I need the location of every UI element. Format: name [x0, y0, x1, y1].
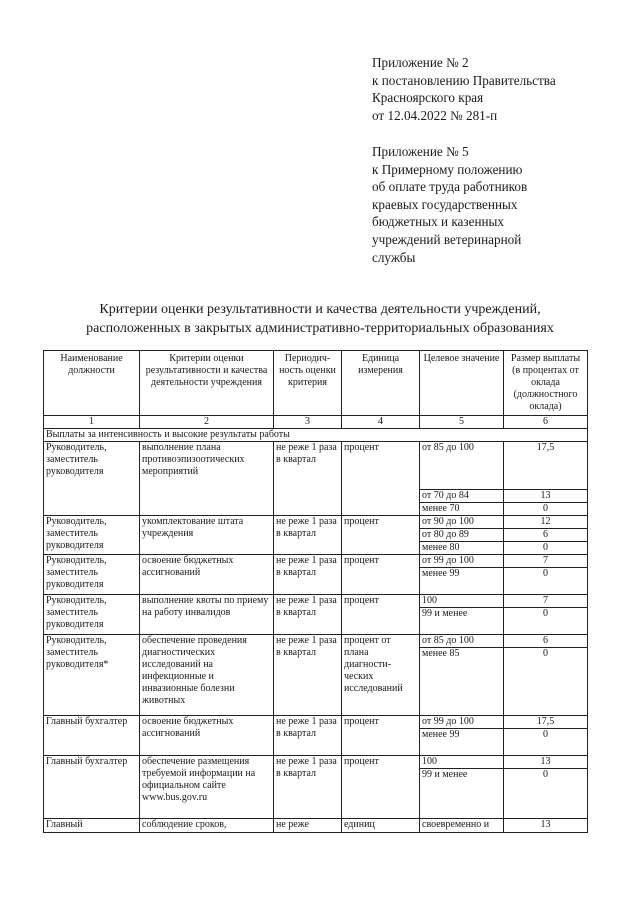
criterion-cell: обеспечение проведения диагностических исследований на инфекционные и инвазионные болезни животных: [140, 635, 274, 716]
target-value-cell: от 70 до 84: [420, 490, 504, 503]
unit-cell: процент: [342, 716, 420, 756]
unit-cell: процент: [342, 516, 420, 555]
appendix-line: Приложение № 2: [372, 55, 469, 70]
title-line: Критерии оценки результативности и качества деятельности учреждений,: [99, 302, 541, 317]
appendix-line: краевых государственных: [372, 196, 518, 212]
period-cell: не реже 1 раза в квартал: [274, 595, 342, 635]
criterion-cell: освоение бюджетных ассигнований: [140, 716, 274, 756]
table-row: [44, 442, 588, 490]
criterion-cell: обеспечение размещения требуемой информации на официальном сайте www.bus.gov.ru: [140, 756, 274, 819]
column-number-row: [44, 416, 588, 429]
payment-size-cell: 13: [504, 819, 588, 833]
period-cell: не реже 1 раза в квартал: [274, 756, 342, 819]
payment-size-cell: 0: [504, 648, 588, 716]
period-cell: не реже 1 раза в квартал: [274, 716, 342, 756]
appendix-line: бюджетных и казенных: [372, 214, 505, 230]
section-title: Выплаты за интенсивность и высокие результаты работы: [44, 429, 588, 442]
payment-size-cell: 0: [504, 542, 588, 555]
target-value-cell: от 85 до 100: [420, 635, 504, 648]
period-cell: не реже 1 раза в квартал: [274, 555, 342, 595]
criterion-cell: укомплектование штата учреждения: [140, 516, 274, 555]
period-cell: не реже 1 раза в квартал: [274, 635, 342, 716]
position-cell: Руководитель, заместитель руководителя: [44, 442, 140, 516]
unit-cell: процент: [342, 756, 420, 819]
payment-size-cell: 0: [504, 568, 588, 595]
column-number: 3: [274, 416, 342, 429]
position-cell: Руководитель, заместитель руководителя*: [44, 635, 140, 716]
header-cell: Единица измерения: [342, 351, 420, 416]
appendix-line: об оплате труда работников: [372, 179, 528, 195]
payment-size-cell: 13: [504, 756, 588, 769]
target-value-cell: 100: [420, 756, 504, 769]
unit-cell: процент: [342, 555, 420, 595]
position-cell: Главный бухгалтер: [44, 716, 140, 756]
target-value-cell: от 80 до 89: [420, 529, 504, 542]
appendix-line: Красноярского края: [372, 90, 484, 106]
target-value-cell: 99 и менее: [420, 769, 504, 819]
section-row: [44, 429, 588, 442]
criteria-table: [43, 350, 588, 833]
table-body: [44, 416, 588, 833]
table-row: [44, 516, 588, 529]
payment-size-cell: 6: [504, 635, 588, 648]
table-row: [44, 555, 588, 568]
appendix-line: учреждений ветеринарной: [372, 231, 522, 247]
criterion-cell: соблюдение сроков,: [140, 819, 274, 833]
appendix-line: Приложение № 5: [372, 144, 469, 159]
position-cell: Руководитель, заместитель руководителя: [44, 516, 140, 555]
appendix-2-block: [372, 54, 556, 124]
unit-cell: процент: [342, 595, 420, 635]
target-value-cell: менее 99: [420, 568, 504, 595]
title-line: расположенных в закрытых административно-территориальных образованиях: [86, 321, 554, 336]
header-cell: Периодич-ность оценки критерия: [274, 351, 342, 416]
appendix-line: от 12.04.2022 № 281-п: [372, 107, 498, 123]
header-cell: Критерии оценки результативности и качества деятельности учреждения: [140, 351, 274, 416]
target-value-cell: менее 80: [420, 542, 504, 555]
header-row: [44, 351, 588, 416]
criterion-cell: выполнение квоты по приему на работу инвалидов: [140, 595, 274, 635]
period-cell: не реже: [274, 819, 342, 833]
header-cell: Размер выплаты (в процентах от оклада (должностного оклада): [504, 351, 588, 416]
payment-size-cell: 7: [504, 555, 588, 568]
target-value-cell: от 85 до 100: [420, 442, 504, 490]
position-cell: Главный бухгалтер: [44, 756, 140, 819]
payment-size-cell: 0: [504, 608, 588, 635]
document-title: [0, 300, 640, 338]
header-cell: Целевое значение: [420, 351, 504, 416]
target-value-cell: менее 85: [420, 648, 504, 716]
appendix-line: службы: [372, 249, 416, 265]
payment-size-cell: 17,5: [504, 716, 588, 729]
payment-size-cell: 0: [504, 729, 588, 756]
payment-size-cell: 17,5: [504, 442, 588, 490]
table-row: [44, 819, 588, 833]
appendix-5-block: [372, 143, 527, 266]
position-cell: Руководитель, заместитель руководителя: [44, 555, 140, 595]
target-value-cell: менее 99: [420, 729, 504, 756]
payment-size-cell: 0: [504, 503, 588, 516]
appendix-line: к постановлению Правительства: [372, 72, 556, 88]
criterion-cell: освоение бюджетных ассигнований: [140, 555, 274, 595]
column-number: 2: [140, 416, 274, 429]
payment-size-cell: 12: [504, 516, 588, 529]
unit-cell: процент: [342, 442, 420, 516]
column-number: 4: [342, 416, 420, 429]
column-number: 5: [420, 416, 504, 429]
column-number: 6: [504, 416, 588, 429]
header-cell: Наименование должности: [44, 351, 140, 416]
period-cell: не реже 1 раза в квартал: [274, 516, 342, 555]
target-value-cell: менее 70: [420, 503, 504, 516]
criterion-cell: выполнение плана противоэпизоотических мероприятий: [140, 442, 274, 516]
table-row: [44, 635, 588, 648]
target-value-cell: 99 и менее: [420, 608, 504, 635]
position-cell: Руководитель, заместитель руководителя: [44, 595, 140, 635]
target-value-cell: 100: [420, 595, 504, 608]
payment-size-cell: 6: [504, 529, 588, 542]
target-value-cell: от 90 до 100: [420, 516, 504, 529]
appendix-line: к Примерному положению: [372, 161, 523, 177]
target-value-cell: своевременно и: [420, 819, 504, 833]
position-cell: Главный: [44, 819, 140, 833]
target-value-cell: от 99 до 100: [420, 555, 504, 568]
payment-size-cell: 7: [504, 595, 588, 608]
payment-size-cell: 0: [504, 769, 588, 819]
payment-size-cell: 13: [504, 490, 588, 503]
table-row: [44, 756, 588, 769]
target-value-cell: от 99 до 100: [420, 716, 504, 729]
table-row: [44, 716, 588, 729]
unit-cell: единиц: [342, 819, 420, 833]
period-cell: не реже 1 раза в квартал: [274, 442, 342, 516]
unit-cell: процент от плана диагности-ческих исследований: [342, 635, 420, 716]
table-row: [44, 595, 588, 608]
column-number: 1: [44, 416, 140, 429]
